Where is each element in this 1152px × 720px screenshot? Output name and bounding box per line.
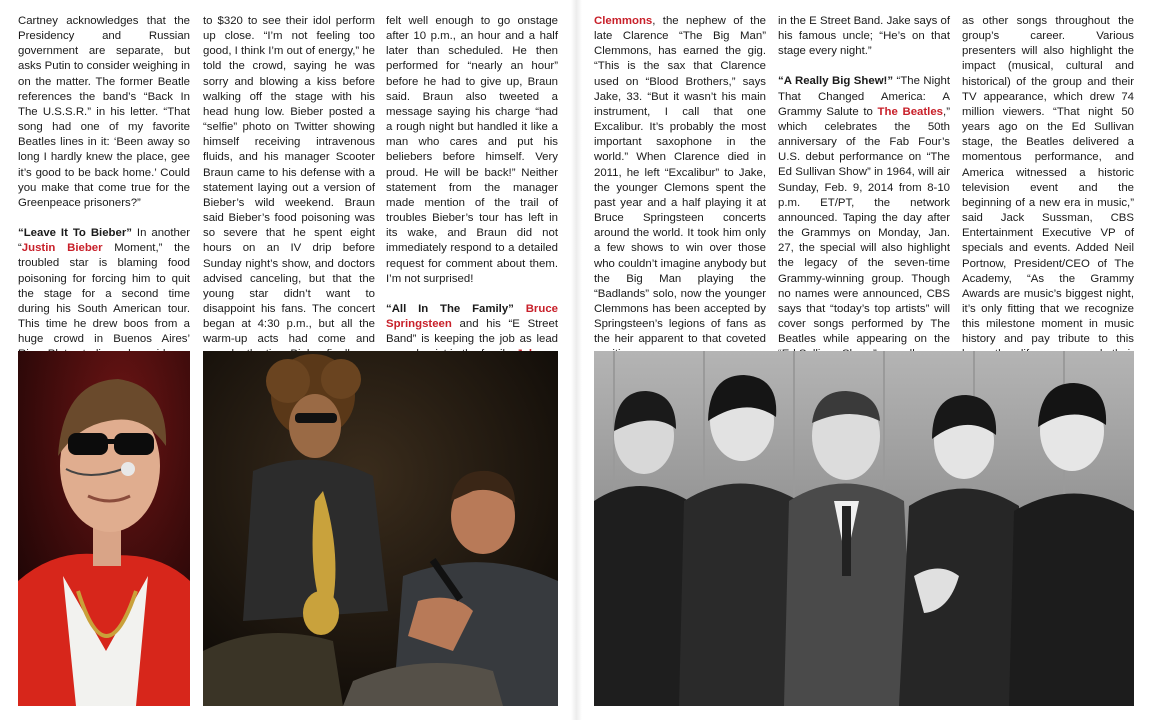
- page-gutter: [571, 0, 582, 720]
- photo-springsteen-clemons: [203, 351, 558, 706]
- name-clemmons: Clemmons: [594, 15, 653, 27]
- name-bruce-springsteen: Bruce Springsteen: [386, 302, 558, 330]
- column-5: [778, 14, 950, 362]
- column-4: [594, 14, 766, 363]
- section-heading-all-in-the-family: “All In The Family”: [386, 302, 514, 315]
- paragraph-all-in-the-family: “All In The Family” Bruce Springsteen and his “E Street Band” is keeping the job as lead: [386, 302, 558, 363]
- name-the-beatles: The Beatles: [877, 105, 944, 118]
- column-6: [962, 14, 1134, 378]
- column-2: [203, 14, 375, 363]
- paragraph-grammy-salute: as other songs throughout the group’s career. Various presenters will also highlight the impact (musical, cultural and historical) of the group and their TV appearance, which drew 74 million viewers. “That night 50 years ago on the Ed Sullivan stage, the Beatles delivered a momentous performance, and America witnessed a historic television event and the beginning of a new era in music,” said Jack Sussman, CBS Entertainment Executive VP of specials and events. Added Neil Portnow, President/CEO of The Academy, “As the Grammy Awards are music’s biggest night, it’s only fitting that we recognize this milestone moment in music history and pay tribute to this: [962, 15, 1134, 346]
- photo-justin-bieber: [18, 351, 190, 706]
- name-justin-bieber: Justin Bieber: [21, 242, 103, 255]
- paragraph-mccartney-putin: Cartney acknowledges that the Presidency and Russian government are separate, but asks Putin to consider weighing in on the matter. The former Beatle references the band’s “Back In The U.S.S.R.” in his letter. “That song had one of my favorite Beatles lines in it: ‘Been away so long I hardly knew the place, gee it’s good to be back home.’ Could you make that come true for the Greenpeace prisoners?”: [18, 15, 190, 209]
- paragraph-really-big-shew: “A Really Big Shew!” “The Night That Changed America: A Grammy Salute to The Beatles,” which celebrates the 50th anniversary of the Fab Four’s U.S. debut performance on “The Ed Sullivan Show” in 1964, will air Sunday, Feb. 9, 2014 from 8-10 p.m. ET/PT, the network announced. Taping the day after the Grammys on Monday, Jan. 27, the special will also highlight the legacy of the seven-time Grammy-winning group. Though no names were announced, CBS says that “today’s top artists” will cover songs performed by The Beatles while appearing on the: [778, 75, 951, 346]
- paragraph-bieber-continued: to $320 to see their idol perform up close. “I’m not feeling too good, I think I’m out of energy,” he told the crowd, saying he was sorry and blowing a kiss before walking off the stage with his head hung low. Bieber posted a “selfie” photo on Twitter showing himself receiving intravenous fluids, and his manager Scooter Braun came to his defense with a statement laying out a version of Bieber’s wild weekend. Braun said Bieber’s food poisoning was so severe that he spent eight hours on an IV drip before Sunday night’s show, and doctors advised canceling, but that the young star didn’t want to disappoint his fans. The concert began at 4:30 p.m., but all the warm-up acts had come and: [203, 15, 376, 346]
- column-1: [18, 14, 190, 362]
- paragraph-bieber-end: felt well enough to go onstage after 10 p.m., an hour and a half later than scheduled. He then performed for “nearly an hour” before he had to give up, Braun said. Braun also tweeted a message saying his charge “had a rough night but handled it like a man who cares and put his beliebers before himself. Very proud. He will be back!” Neither statement from the manager made mention of the trail of troubles Bieber’s tour has left in its wake, and Braun did not immediately respond to a detailed request for comment about them. I’m not surprised!: [386, 15, 558, 285]
- photo-beatles-ed-sullivan: [594, 351, 1134, 706]
- paragraph-bieber: “Leave It To Bieber” In another “Justin Bieber Moment,” the troubled star is blaming food poisoning for forcing him to quit the stage for a second time during his South American tour. This time he drew boos from a huge crowd in Buenos Aires’: [18, 227, 190, 346]
- section-heading-leave-it-to-bieber: “Leave It To Bieber”: [18, 227, 132, 240]
- section-heading-really-big-shew: “A Really Big Shew!”: [778, 75, 894, 88]
- paragraph-clemmons: Clemmons, the nephew of the late Clarence “The Big Man” Clemmons, has earned the gig. “This is the sax that Clarence used on “Blood Brothers,” says Jake, 33. “But it wasn’t his main instrument, I call that one Excalibur. It’s probably the most important saxophone in the world.” When Clarence died in 2011, he left “Excalibur” to Jake, the younger Clemons spent the past year and a half playing it at Bruce Springsteen concerts around the world. It took him only a few shows to win over those who couldn’t imagine anybody but the Big Man playing the “Badlands” solo, now the younger Clemmons has been accepted by Springsteen’s legions of fans as the heir apparent to that coveted: [594, 15, 766, 346]
- paragraph-e-street: in the E Street Band. Jake says of his famous uncle; “He’s on that stage every night.”: [778, 15, 950, 58]
- column-3: [386, 14, 558, 362]
